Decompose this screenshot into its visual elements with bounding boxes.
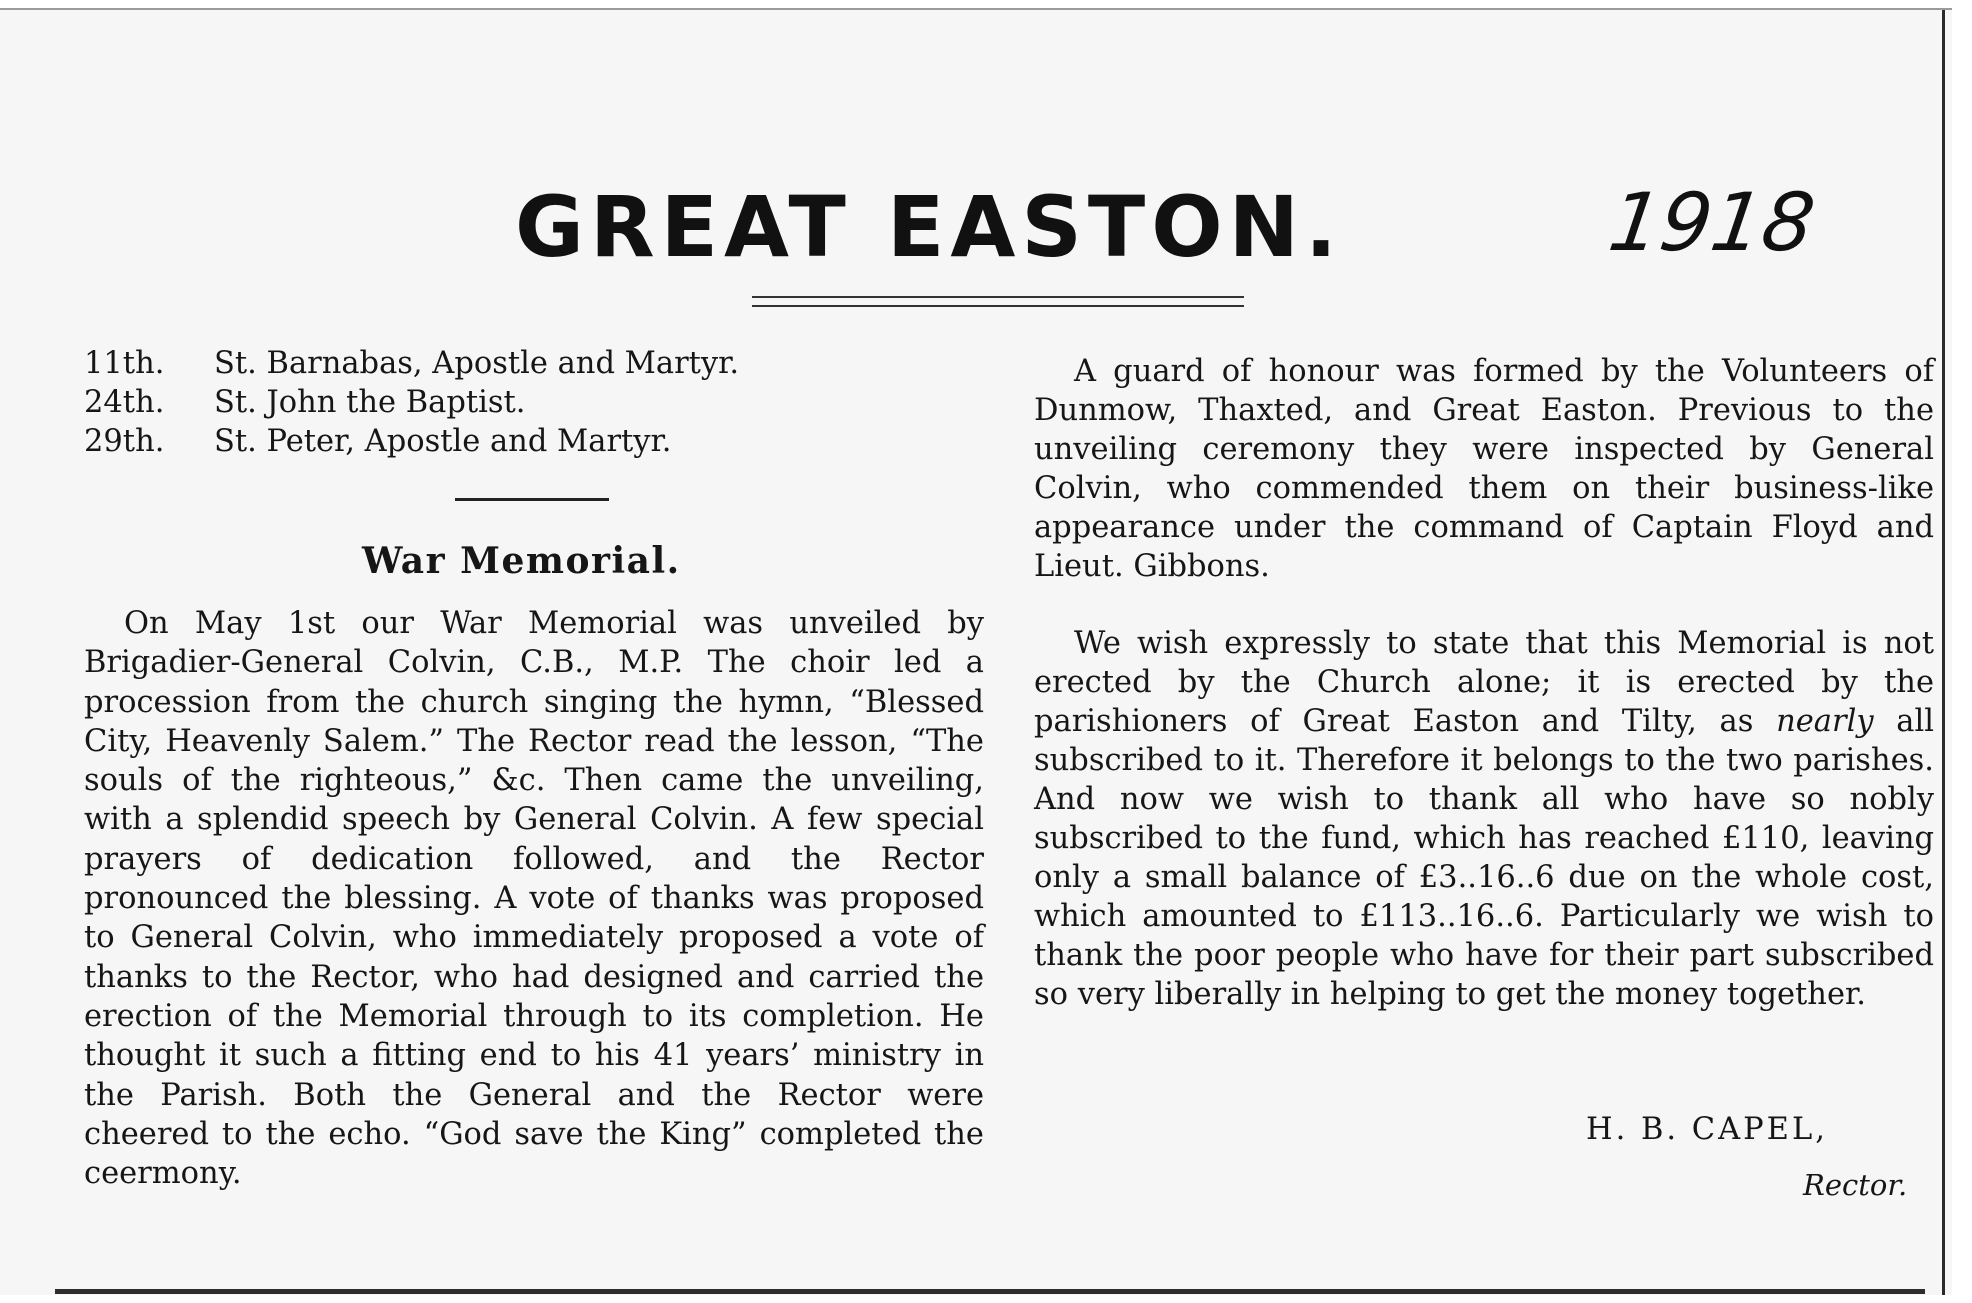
paragraph-text-end: all subscribed to it. Therefore it belongs to the two parishes. And now we wish to thank all who have so nobly subscribed to the fund, which has reached £110, leaving only a small balance of £3..16..6 due on the whole cost, which amounted to £113..16..6. Particularly we wish to thank the poor people who have for their part subscribed so very liberally in helping to get the money together. [1034,704,1934,1012]
page-title: GREAT EASTON. [515,178,1343,276]
festival-row [84,422,984,461]
festival-name: St. Peter, Apostle and Martyr. [214,424,672,459]
italic-word: nearly [1776,704,1874,739]
subscription-paragraph [1034,624,1934,1014]
section-heading: War Memorial. [362,540,681,582]
handwritten-year: 1918 [1603,176,1821,269]
festival-row [84,344,984,383]
festival-day: 24th. [84,385,165,420]
festival-name: St. John the Baptist. [214,385,526,420]
right-column [1034,352,1934,1014]
newspaper-clipping [0,8,1952,1295]
war-memorial-paragraph [84,604,984,1193]
signature-role: Rector. [1803,1168,1908,1202]
festival-day: 11th. [84,346,165,381]
clipping-bottom-edge [55,1289,1925,1294]
signature-name: H. B. CAPEL, [1586,1112,1828,1147]
paragraph-text: On May 1st our War Memorial was unveiled by Brigadier-General Colvin, C.B., M.P. The choir led a procession from the church singing the hymn, “Blessed City, Heavenly Salem.” The Rector read the lesson, “The souls of the righteous,” &c. Then came the unveiling, with a splendid speech by General Colvin. A few special prayers of dedication followed, and the Rector pronounced the blessing. A vote of thanks was proposed to General Colvin, who immediately proposed a vote of thanks to the Rector, who had designed and carried the erection of the Memorial through to its completion. He thought it such a fitting end to his 41 years’ ministry in the Parish. Both the General and the Rector were cheered to the echo. “God save the King” completed the ceermony. [84,606,984,1192]
festival-name: St. Barnabas, Apostle and Martyr. [214,346,740,381]
festival-list [84,344,984,461]
festival-day: 29th. [84,424,165,459]
section-divider [455,498,609,501]
paragraph-text-start: We wish expressly to state that this Memorial is not erected by the Church alone; it is erected by the parishioners of Great Easton and Tilty, as [1034,626,1934,739]
festival-row [84,383,984,422]
guard-of-honour-paragraph: A guard of honour was formed by the Volunteers of Dunmow, Thaxted, and Great Easton. Previous to the unveiling ceremony they were inspected by General Colvin, who commended them on their business-like appearance under the command of Captain Floyd and Lieut. Gibbons. [1034,354,1934,584]
title-double-rule [752,296,1244,307]
